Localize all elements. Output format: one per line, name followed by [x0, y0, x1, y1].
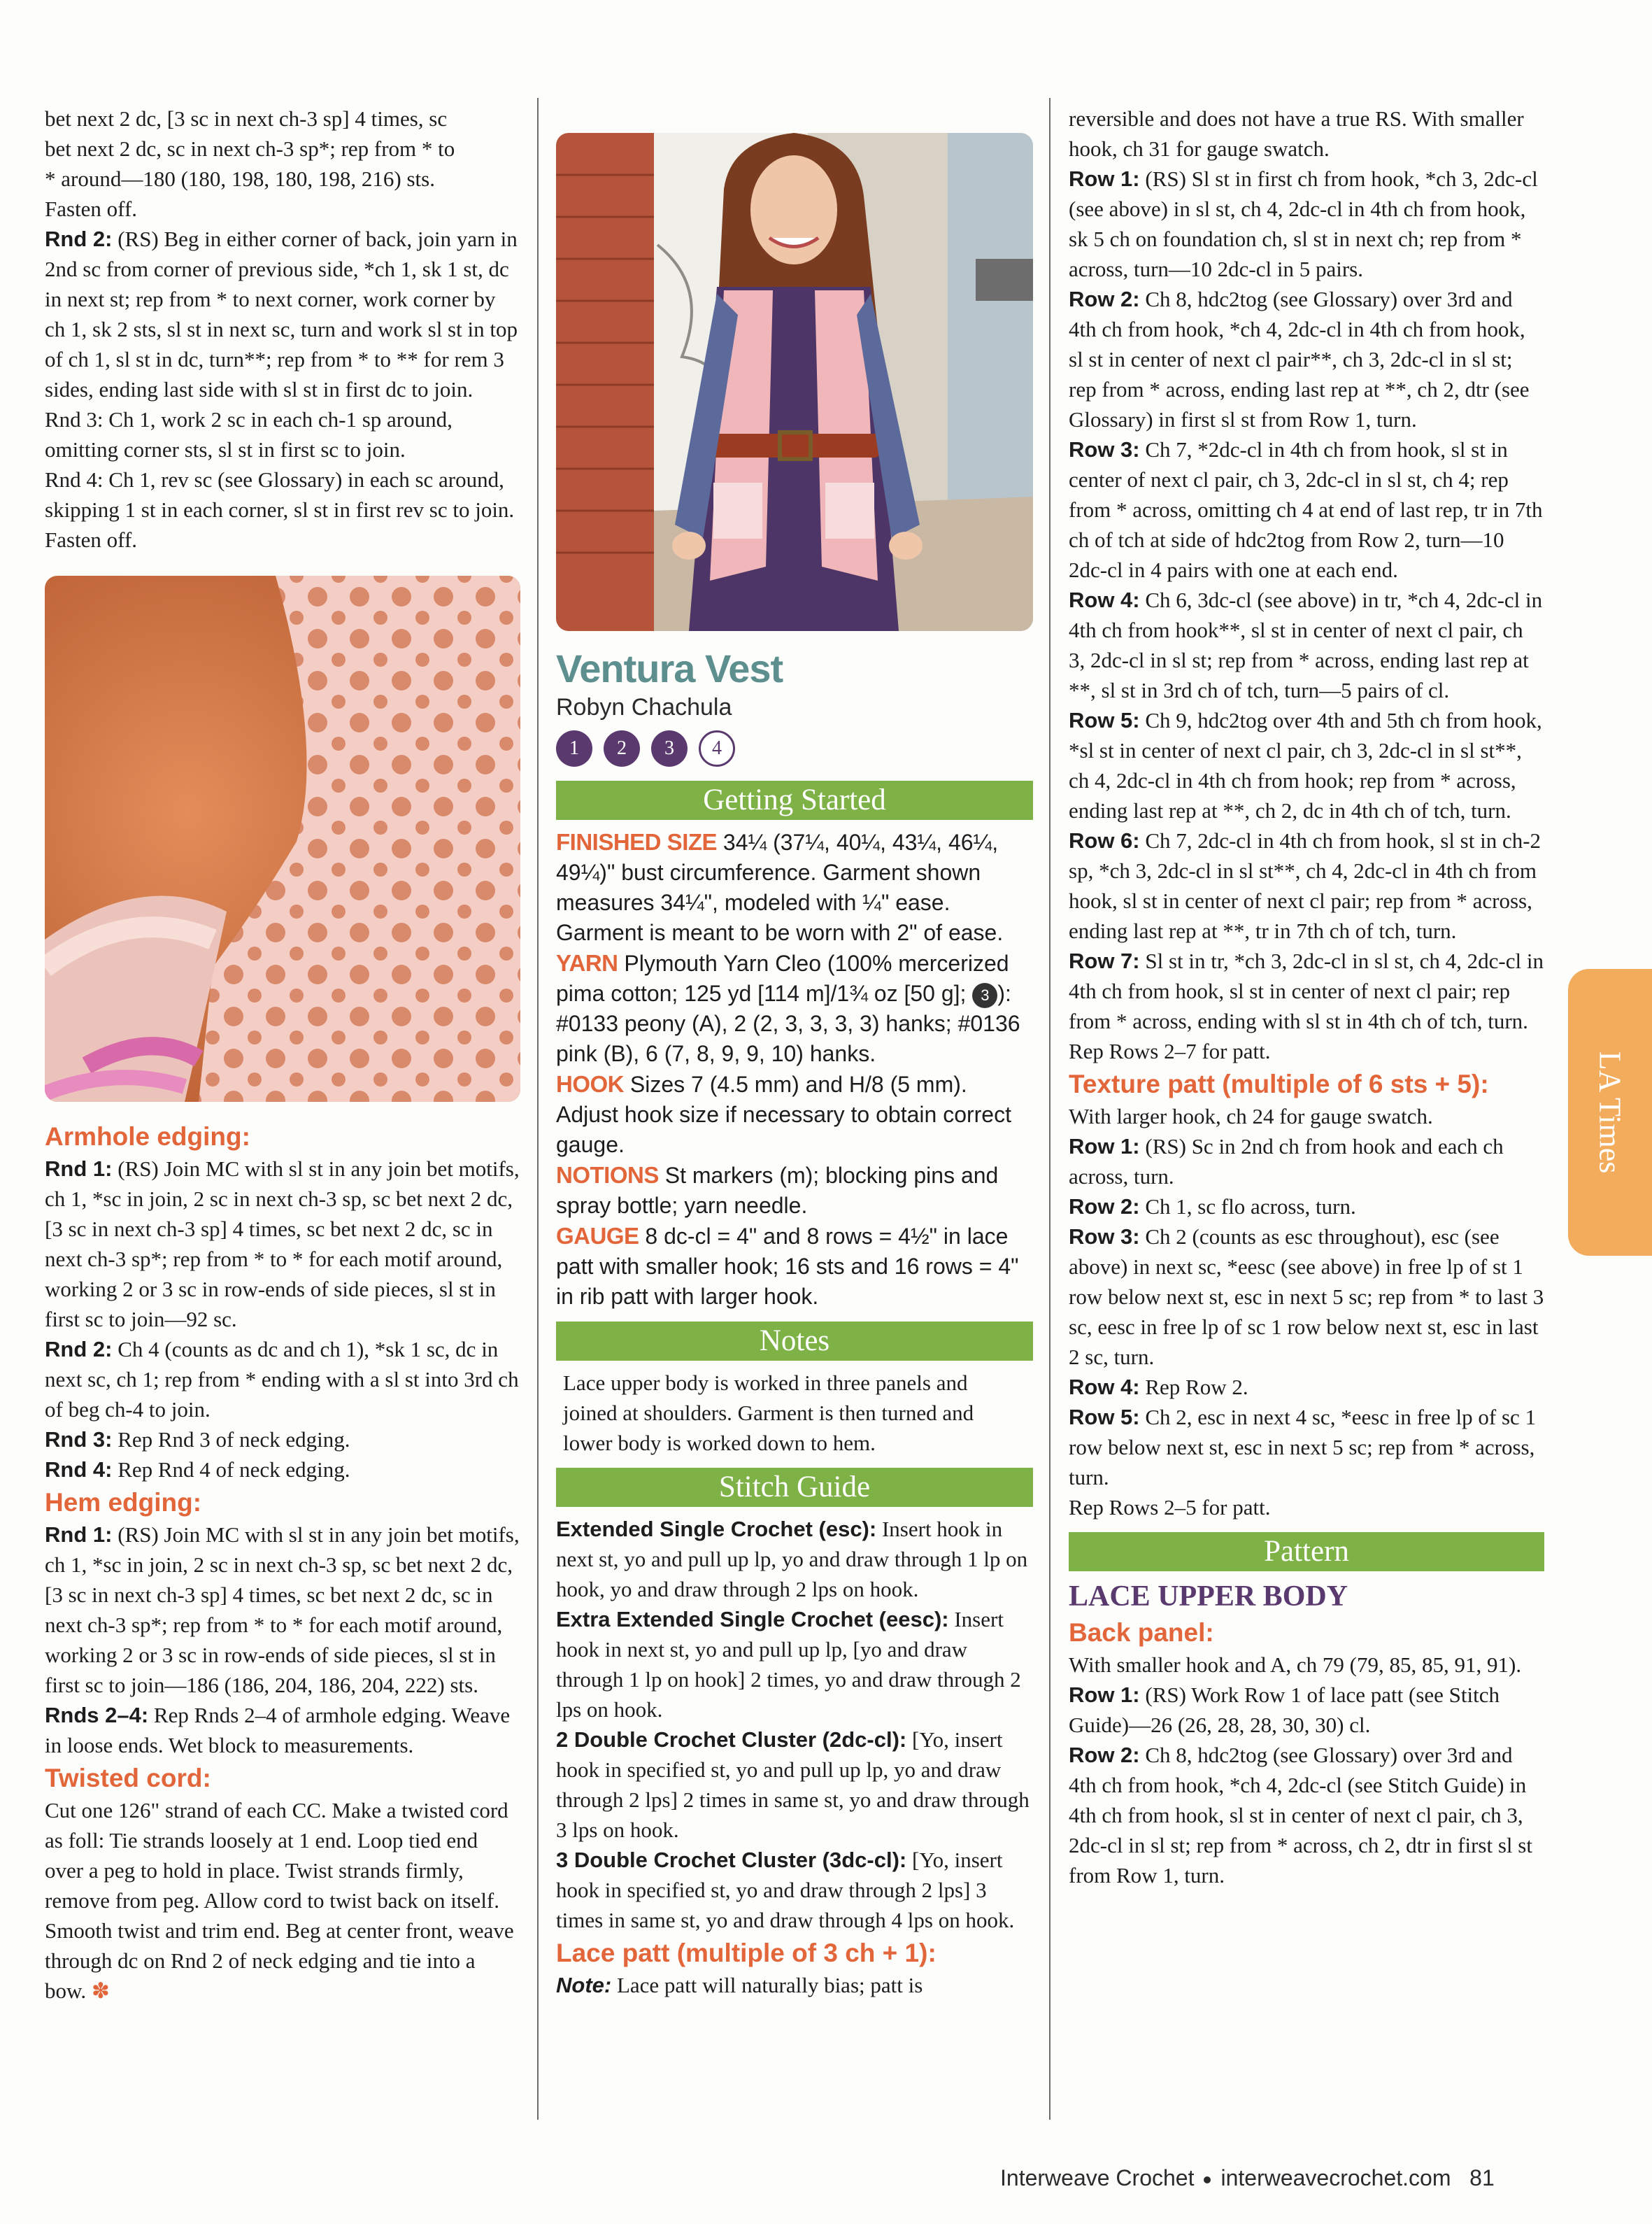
texture-intro: With larger hook, ch 24 for gauge swatch. — [1069, 1104, 1433, 1128]
back-row-2: Row 2: Ch 8, hdc2tog (see Glossary) over 3rd and 4th ch from hook, *ch 4, 2dc-cl (see Stitch Guide) in 4th ch from hook, sl st in center of next cl pair, ch 3, 2dc-cl in sl st; rep from * across, ch 2, dtr in first sl st from Row 1, turn. — [1069, 1743, 1532, 1887]
skill-level-2: 2 — [604, 730, 640, 767]
finished-size: FINISHED SIZE 34¼ (37¼, 40¼, 43¼, 46¼, 49¼)" bust circumference. Garment shown measures 34¼", modeled with ¼" ease. Garment is meant to be worn with 2" of ease. — [556, 829, 1004, 945]
armhole-rnd-4: Rnd 4: Rep Rnd 4 of neck edging. — [45, 1457, 350, 1482]
armhole-edging-heading: Armhole edging: — [45, 1122, 250, 1151]
website: interweavecrochet.com — [1220, 2165, 1451, 2190]
texture-row-5: Row 5: Ch 2, esc in next 4 sc, *eesc in free lp of sc 1 row below next st, esc in next 5 sc; rep from * across, turn. — [1069, 1405, 1537, 1489]
stitch-3dc-cl: 3 Double Crochet Cluster (3dc-cl): [Yo, insert hook in specified st, yo and draw through 2 lps] 3 times in same st, yo and draw through 4 lps on hook. — [556, 1848, 1015, 1932]
column-divider — [1049, 98, 1051, 2120]
end-mark-icon: ✽ — [91, 1978, 110, 2003]
notes-heading: Notes — [556, 1322, 1033, 1361]
skill-level-1: 1 — [556, 730, 592, 767]
texture-row-2: Row 2: Ch 1, sc flo across, turn. — [1069, 1194, 1356, 1219]
neck-rnd-3: Rnd 3: Ch 1, work 2 sc in each ch-1 sp around, omitting corner sts, sl st in first sc to join. — [45, 407, 453, 462]
model-photo — [556, 133, 1033, 631]
stitch-2dc-cl: 2 Double Crochet Cluster (2dc-cl): [Yo, insert hook in specified st, yo and pull up lp, yo and draw through 2 lps] 2 times in same st, yo and draw through 3 lps on hook. — [556, 1727, 1030, 1842]
hem-edging-heading: Hem edging: — [45, 1488, 202, 1517]
lace-row-2: Row 2: Ch 8, hdc2tog (see Glossary) over 3rd and 4th ch from hook, *ch 4, 2dc-cl in 4th ch from hook, sl st in center of next cl pair**, ch 3, 2dc-cl in sl st; rep from * across, ending last rep at **, ch 2, dtr (see Glossary) in first sl st from Row 1, turn. — [1069, 287, 1530, 432]
bullet-icon — [1204, 2176, 1211, 2183]
texture-patt-heading: Texture patt (multiple of 6 sts + 5): — [1069, 1070, 1489, 1098]
lace-patt-heading: Lace patt (multiple of 3 ch + 1): — [556, 1939, 937, 1967]
neck-rnd-4: Rnd 4: Ch 1, rev sc (see Glossary) in each sc around, skipping 1 st in each corner, sl st in first rev sc to join. Fasten off. — [45, 467, 515, 552]
getting-started-heading: Getting Started — [556, 781, 1033, 820]
column-middle — [556, 133, 1033, 2000]
notes-text: Lace upper body is worked in three panels and joined at shoulders. Garment is then turned and lower body is worked down to hem. — [563, 1370, 974, 1455]
model-wearing-vest-image — [556, 133, 1033, 631]
back-panel-heading: Back panel: — [1069, 1618, 1214, 1647]
hem-rnd-1: Rnd 1: (RS) Join MC with sl st in any join bet motifs, ch 1, *sc in join, 2 sc in next ch-3 sp, sc bet next 2 dc, [3 sc in next ch-3 sp] 4 times, sc bet next 2 dc, sc in next ch-3 sp*; rep from * to * for each motif around, working 2 or 3 sc in row-ends of side pieces, sl st in first sc to join—186 (186, 204, 186, 204, 222) sts. — [45, 1522, 520, 1697]
column-divider — [537, 98, 539, 2120]
lace-row-7: Row 7: Sl st in tr, *ch 3, 2dc-cl in sl st, ch 4, 2dc-cl in 4th ch from hook, sl st in center of next cl pair; rep from * across, ending with sl st in 4th ch of tch, turn. — [1069, 949, 1544, 1033]
yarn-info: YARN Plymouth Yarn Cleo (100% mercerized pima cotton; 125 yd [114 m]/1¾ oz [50 g]; 3 ): #0133 peony (A), 2 (2, 3, 3, 3, 3) hanks; #0136 pink (B), 6 (7, 8, 9, 9, 10) hanks. — [556, 950, 1020, 1066]
section-side-tab — [1568, 969, 1652, 1256]
designer-name: Robyn Chachula — [556, 694, 732, 721]
neck-rnd-2: Rnd 2: (RS) Beg in either corner of back, join yarn in 2nd sc from corner of previous side, *ch 1, sk 1 st, dc in next st; rep from * to next corner, work corner by ch 1, sk 2 sts, sl st in next sc, turn and work sl st in top of ch 1, sl st in dc, turn**; rep from * to ** for rem 3 sides, ending last side with sl st in first dc to join. — [45, 227, 518, 402]
lace-row-4: Row 4: Ch 6, 3dc-cl (see above) in tr, *ch 4, 2dc-cl in 4th ch from hook**, sl st in center of next cl pair, ch 3, 2dc-cl in sl st; rep from * across, ending last rep at **, sl st in 3rd ch of tch, turn—5 pairs of cl. — [1069, 588, 1543, 702]
lace-row-3: Row 3: Ch 7, *2dc-cl in 4th ch from hook, sl st in center of next cl pair, ch 3, 2dc-cl in sl st, ch 4; rep from * across, omitting ch 4 at end of last rep, tr in 7th ch of tch at side of hdc2tog from Row 2, turn—10 2dc-cl in 4 pairs with one at each end. — [1069, 437, 1543, 582]
pattern-heading: Pattern — [1069, 1532, 1544, 1571]
armhole-rnd-2: Rnd 2: Ch 4 (counts as dc and ch 1), *sk 1 sc, dc in next sc, ch 1; rep from * ending with a sl st into 3rd ch of beg ch-4 to join. — [45, 1337, 519, 1422]
lace-intro: reversible and does not have a true RS. With smaller hook, ch 31 for gauge swatch. — [1069, 106, 1524, 161]
page-number: 81 — [1469, 2165, 1495, 2190]
twisted-cord-text: Cut one 126" strand of each CC. Make a twisted cord as foll: Tie strands loosely at 1 end. Loop tied end over a peg to hold in place. Twist strands firmly, remove from peg. Allow cord to twist back on itself. Smooth twist and trim end. Beg at center front, weave through dc on Rnd 2 of neck edging and tie into a bow. ✽ — [45, 1798, 514, 2003]
hook-info: HOOK Sizes 7 (4.5 mm) and H/8 (5 mm). Adjust hook size if necessary to obtain correct gauge. — [556, 1071, 1011, 1157]
lace-row-1: Row 1: (RS) Sl st in first ch from hook, *ch 3, 2dc-cl (see above) in sl st, ch 4, 2dc-cl in 4th ch from hook, sk 5 ch on foundation ch, sl st in next ch; rep from * across, turn—10 2dc-cl in 5 pairs. — [1069, 167, 1538, 281]
gauge-info: GAUGE 8 dc-cl = 4" and 8 rows = 4½" in lace patt with smaller hook; 16 sts and 16 rows = 4" in rib patt with larger hook. — [556, 1223, 1019, 1309]
lace-upper-body-heading: LACE UPPER BODY — [1069, 1580, 1348, 1613]
twisted-cord-heading: Twisted cord: — [45, 1764, 211, 1792]
armhole-rnd-1: Rnd 1: (RS) Join MC with sl st in any join bet motifs, ch 1, *sc in join, 2 sc in next ch-3 sp, sc bet next 2 dc, [3 sc in next ch-3 sp] 4 times, sc bet next 2 dc, sc in next ch-3 sp*; rep from * to * for each motif around, working 2 or 3 sc in row-ends of side pieces, sl st in first sc to join—92 sc. — [45, 1156, 520, 1331]
notions-info: NOTIONS St markers (m); blocking pins and spray bottle; yarn needle. — [556, 1162, 999, 1218]
crochet-closeup-image — [45, 576, 520, 1102]
stitch-eesc: Extra Extended Single Crochet (eesc): Insert hook in next st, yo and pull up lp, [yo and draw through 1 lp on hook] 2 times, yo and draw through 2 lps on hook. — [556, 1607, 1021, 1722]
skill-level-4: 4 — [699, 730, 735, 767]
texture-row-3: Row 3: Ch 2 (counts as esc throughout), esc (see above) in next sc, *eesc (see above) in free lp of st 1 row below next st, esc in next 5 sc; rep from * to last 3 sc, eesc in free lp of sc 1 row below next st, esc in last 2 sc, turn. — [1069, 1224, 1544, 1369]
page-footer — [1000, 2165, 1495, 2191]
lace-patt-note: Note: Lace patt will naturally bias; patt is — [556, 1973, 923, 1997]
stitch-esc: Extended Single Crochet (esc): Insert hook in next st, yo and pull up lp, yo and draw through 1 lp on hook, yo and draw through 2 lps on hook. — [556, 1517, 1028, 1601]
texture-row-4: Row 4: Rep Row 2. — [1069, 1375, 1248, 1399]
pattern-title: Ventura Vest — [556, 646, 783, 690]
skill-level-3: 3 — [651, 730, 688, 767]
back-panel-intro: With smaller hook and A, ch 79 (79, 85, 85, 91, 91). — [1069, 1652, 1522, 1677]
armhole-rnd-3: Rnd 3: Rep Rnd 3 of neck edging. — [45, 1427, 350, 1452]
lace-row-6: Row 6: Ch 7, 2dc-cl in 4th ch from hook, sl st in ch-2 sp, *ch 3, 2dc-cl in sl st**, ch 4, 2dc-cl in 4th ch from hook, sl st in center of next cl pair; rep from * across, ending last rep at **, tr in 7th ch of tch, turn. — [1069, 828, 1541, 943]
column-right — [1069, 104, 1544, 1890]
hem-rnds-2-4: Rnds 2–4: Rep Rnds 2–4 of armhole edging. Weave in loose ends. Wet block to measurements. — [45, 1703, 511, 1757]
texture-row-1: Row 1: (RS) Sc in 2nd ch from hook and each ch across, turn. — [1069, 1134, 1504, 1189]
column-left — [45, 104, 520, 2006]
back-row-1: Row 1: (RS) Work Row 1 of lace patt (see Stitch Guide)—26 (26, 28, 28, 30, 30) cl. — [1069, 1683, 1500, 1737]
stitch-guide-heading: Stitch Guide — [556, 1468, 1033, 1507]
lace-repeat: Rep Rows 2–7 for patt. — [1069, 1039, 1271, 1063]
magazine-name: Interweave Crochet — [1000, 2165, 1195, 2190]
neck-edging-continuation: bet next 2 dc, [3 sc in next ch-3 sp] 4 times, sc bet next 2 dc, sc in next ch-3 sp*; rep from * to * around—180 (180, 198, 180, 198, 216) sts. Fasten off. — [45, 106, 455, 221]
lace-row-5: Row 5: Ch 9, hdc2tog over 4th and 5th ch from hook, *sl st in center of next cl pair, ch 3, 2dc-cl in sl st**, ch 4, 2dc-cl in 4th ch from hook; rep from * across, ending last rep at **, ch 2, dc in 4th ch of tch, turn. — [1069, 708, 1542, 823]
yarn-weight-icon: 3 — [972, 983, 997, 1008]
lace-detail-photo — [45, 576, 520, 1102]
side-tab-label: LA Times — [1593, 1051, 1628, 1174]
texture-repeat: Rep Rows 2–5 for patt. — [1069, 1495, 1271, 1520]
skill-level-indicator — [556, 730, 1033, 771]
